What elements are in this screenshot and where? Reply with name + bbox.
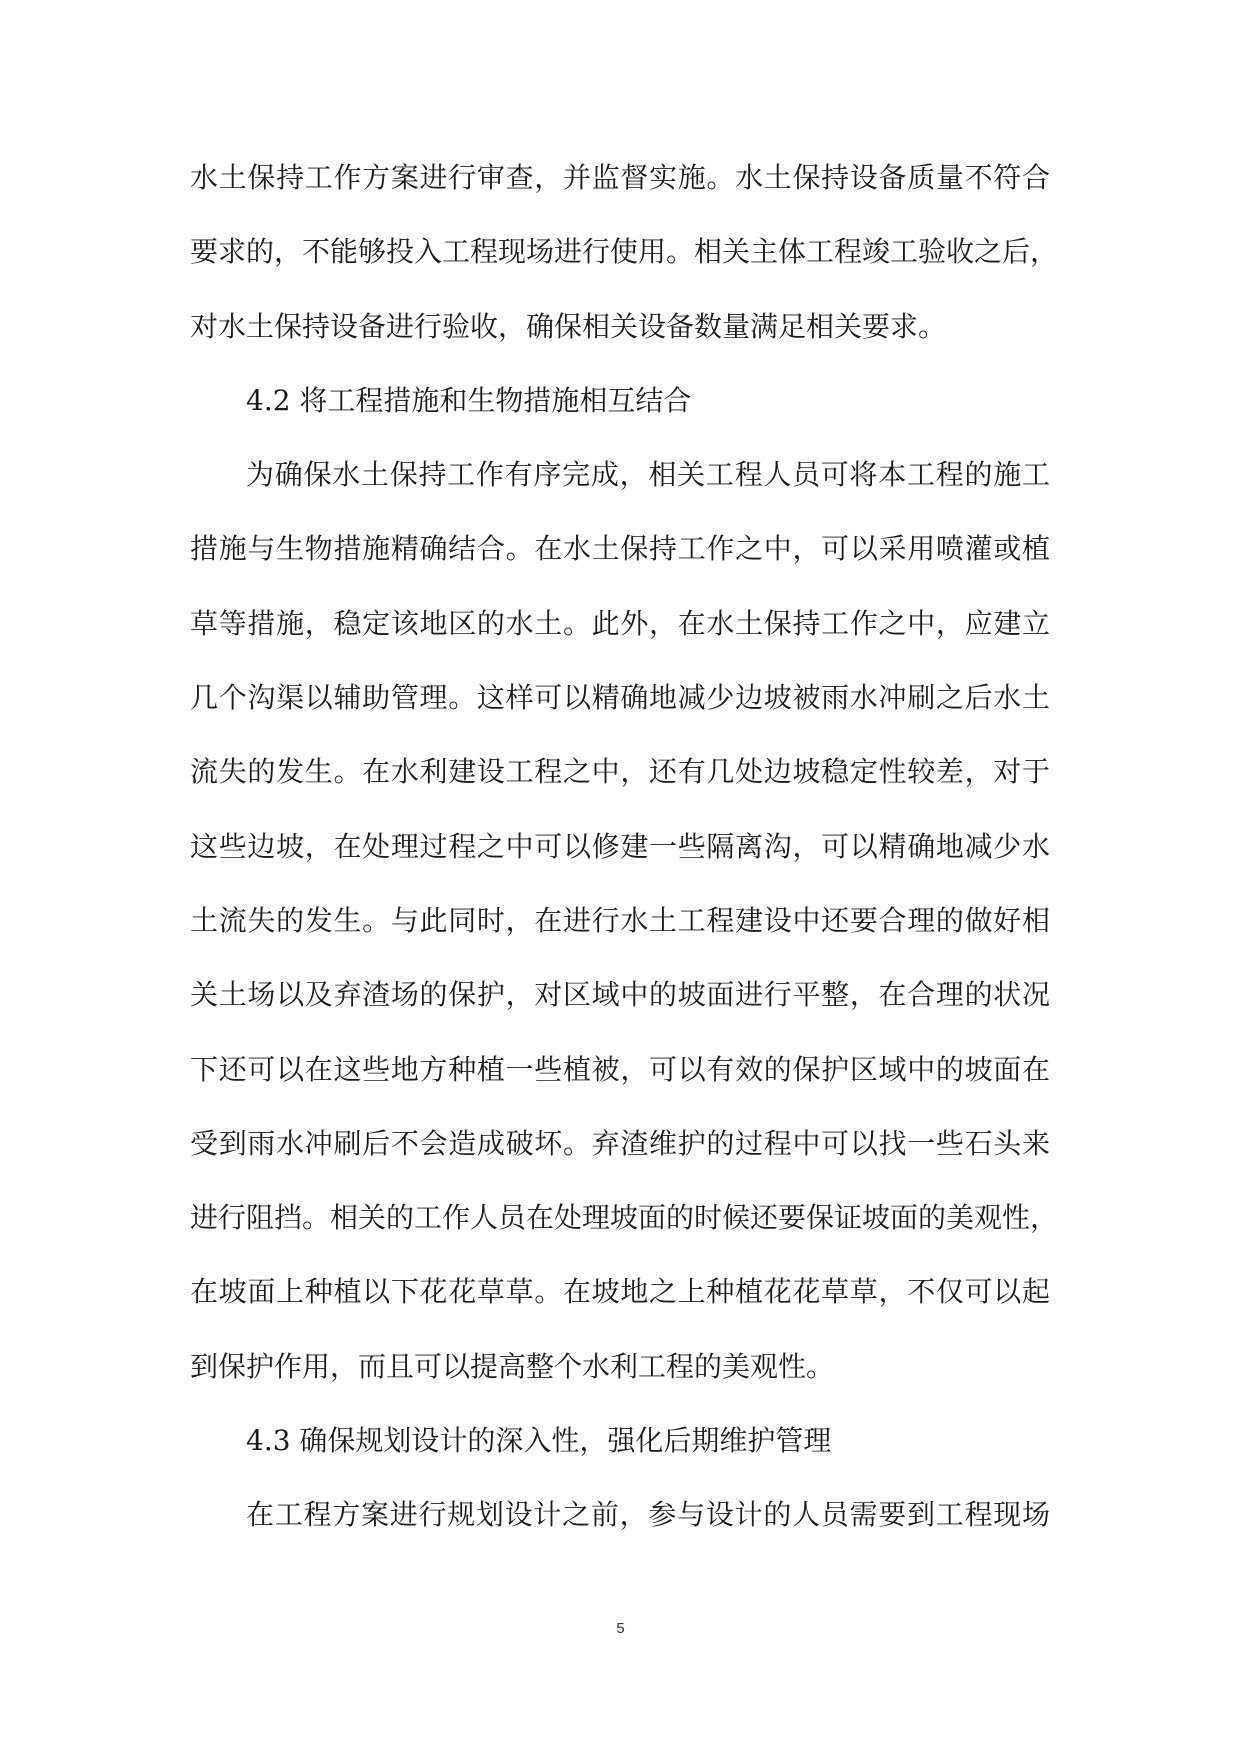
paragraph-line: 水土保持工作方案进行审查，并监督实施。水土保持设备质量不符合 <box>190 161 1050 194</box>
paragraph-line: 要求的，不能够投入工程现场进行使用。相关主体工程竣工验收之后， <box>190 235 1059 269</box>
body-text <box>190 141 1059 1553</box>
paragraph-line: 草等措施，稳定该地区的水土。此外，在水土保持工作之中，应建立 <box>190 606 1050 640</box>
paragraph-line: 在坡面上种植以下花花草草。在坡地之上种植花花草草，不仅可以起 <box>190 1275 1050 1309</box>
section-heading-4-3: 4.3 确保规划设计的深入性，强化后期维护管理 <box>246 1424 832 1458</box>
paragraph-line: 对水土保持设备进行验收，确保相关设备数量满足相关要求。 <box>190 309 947 343</box>
paragraph-line: 关土场以及弃渣场的保护，对区域中的坡面进行平整，在合理的状况 <box>190 978 1050 1012</box>
page-number: 5 <box>616 1620 625 1637</box>
paragraph-line: 几个沟渠以辅助管理。这样可以精确地减少边坡被雨水冲刷之后水土 <box>190 681 1050 715</box>
paragraph-line: 这些边坡，在处理过程之中可以修建一些隔离沟，可以精确地减少水 <box>190 829 1050 863</box>
paragraph-line: 土流失的发生。与此同时，在进行水土工程建设中还要合理的做好相 <box>190 903 1050 937</box>
paragraph-line: 进行阻挡。相关的工作人员在处理坡面的时候还要保证坡面的美观性， <box>190 1201 1059 1235</box>
paragraph-line: 受到雨水冲刷后不会造成破坏。弃渣维护的过程中可以找一些石头来 <box>190 1126 1050 1160</box>
paragraph-line: 流失的发生。在水利建设工程之中，还有几处边坡稳定性较差，对于 <box>190 755 1050 789</box>
paragraph-line: 到保护作用，而且可以提高整个水利工程的美观性。 <box>190 1349 835 1383</box>
section-heading-4-2: 4.2 将工程措施和生物措施相互结合 <box>246 383 692 417</box>
paragraph-line: 下还可以在这些地方种植一些植被，可以有效的保护区域中的坡面在 <box>190 1052 1050 1086</box>
paragraph-line: 措施与生物措施精确结合。在水土保持工作之中，可以采用喷灌或植 <box>190 532 1050 566</box>
paragraph-line: 在工程方案进行规划设计之前，参与设计的人员需要到工程现场 <box>246 1498 1050 1532</box>
paragraph-line: 为确保水土保持工作有序完成，相关工程人员可将本工程的施工 <box>246 458 1050 492</box>
